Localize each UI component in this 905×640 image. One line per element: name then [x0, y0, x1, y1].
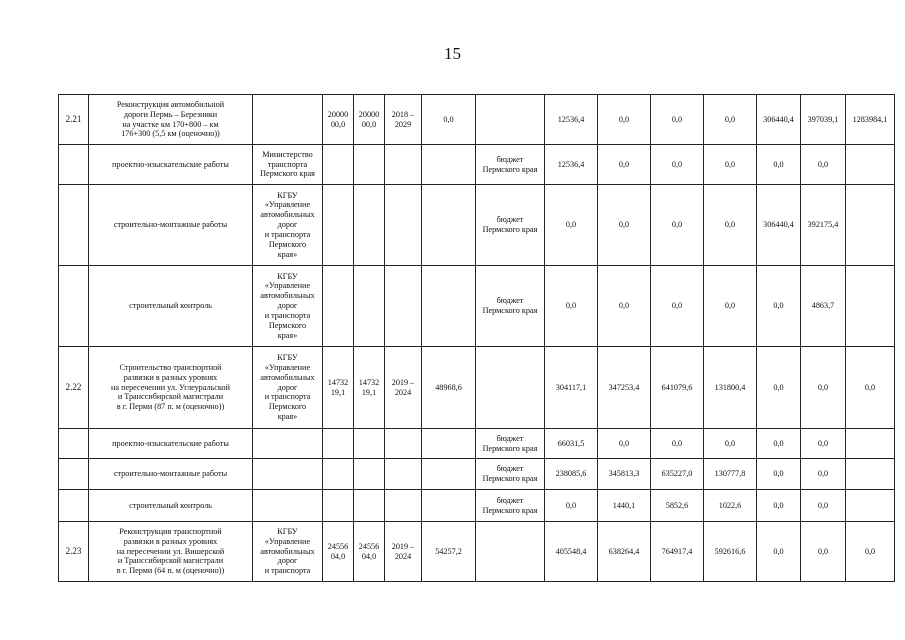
funding-source-cell: бюджет Пермского края — [476, 266, 545, 347]
item-name-cell: проектно-изыскательские работы — [89, 429, 253, 459]
cost-total-cell — [354, 490, 385, 522]
executor-cell: КГБУ «Управление автомобильных дорог и транспорта Пермского края» — [253, 347, 323, 429]
table-row — [59, 266, 895, 347]
year-value-cell: 131800,4 — [704, 347, 757, 429]
year-value-cell: 0,0 — [846, 347, 895, 429]
year-value-cell: 0,0 — [704, 95, 757, 145]
table-row — [59, 145, 895, 185]
year-value-cell: 0,0 — [846, 522, 895, 582]
year-value-cell: 0,0 — [757, 145, 801, 185]
cost-total-cell — [354, 185, 385, 266]
program-table — [58, 94, 895, 582]
cost-estimate-cell — [323, 266, 354, 347]
period-cell — [385, 145, 422, 185]
year-value-cell: 0,0 — [704, 185, 757, 266]
cost-total-cell — [354, 145, 385, 185]
year-value-cell: 638264,4 — [598, 522, 651, 582]
year-value-cell — [846, 266, 895, 347]
cost-estimate-cell — [323, 459, 354, 490]
year-value-cell: 0,0 — [651, 95, 704, 145]
year-value-cell: 306440,4 — [757, 95, 801, 145]
year-value-cell: 12536,4 — [545, 145, 598, 185]
executor-cell — [253, 490, 323, 522]
year-value-cell: 0,0 — [704, 266, 757, 347]
table-row — [59, 429, 895, 459]
funding-source-cell: бюджет Пермского края — [476, 429, 545, 459]
cost-estimate-cell — [323, 185, 354, 266]
funding-source-cell: бюджет Пермского края — [476, 490, 545, 522]
cost-estimate-cell: 20000 00,0 — [323, 95, 354, 145]
year-value-cell: 345813,3 — [598, 459, 651, 490]
year-value-cell: 0,0 — [545, 266, 598, 347]
cost-estimate-cell: 14732 19,1 — [323, 347, 354, 429]
cost-total-cell: 14732 19,1 — [354, 347, 385, 429]
year-value-cell: 0,0 — [801, 145, 846, 185]
cost-total-cell — [354, 429, 385, 459]
year-value-cell: 0,0 — [704, 145, 757, 185]
year-value-cell: 1440,1 — [598, 490, 651, 522]
spent-cell: 48968,6 — [422, 347, 476, 429]
cost-estimate-cell — [323, 490, 354, 522]
item-number-cell — [59, 490, 89, 522]
year-value-cell: 66031,5 — [545, 429, 598, 459]
spent-cell: 0,0 — [422, 95, 476, 145]
table-row — [59, 522, 895, 582]
year-value-cell: 0,0 — [598, 95, 651, 145]
spent-cell — [422, 266, 476, 347]
item-name-cell: проектно-изыскательские работы — [89, 145, 253, 185]
page-number: 15 — [444, 44, 461, 63]
year-value-cell: 0,0 — [651, 145, 704, 185]
year-value-cell — [846, 490, 895, 522]
cost-total-cell — [354, 459, 385, 490]
year-value-cell: 764917,4 — [651, 522, 704, 582]
funding-source-cell — [476, 95, 545, 145]
year-value-cell: 1283984,1 — [846, 95, 895, 145]
funding-source-cell: бюджет Пермского края — [476, 459, 545, 490]
year-value-cell: 5852,6 — [651, 490, 704, 522]
executor-cell — [253, 95, 323, 145]
table-row — [59, 95, 895, 145]
period-cell: 2019 – 2024 — [385, 522, 422, 582]
item-number-cell: 2.23 — [59, 522, 89, 582]
table-row — [59, 490, 895, 522]
spent-cell — [422, 145, 476, 185]
executor-cell — [253, 429, 323, 459]
year-value-cell: 12536,4 — [545, 95, 598, 145]
cost-total-cell — [354, 266, 385, 347]
year-value-cell: 0,0 — [801, 429, 846, 459]
year-value-cell: 0,0 — [651, 429, 704, 459]
spent-cell — [422, 459, 476, 490]
year-value-cell: 0,0 — [801, 347, 846, 429]
year-value-cell: 0,0 — [757, 429, 801, 459]
year-value-cell — [846, 185, 895, 266]
year-value-cell: 0,0 — [704, 429, 757, 459]
spent-cell — [422, 490, 476, 522]
funding-source-cell: бюджет Пермского края — [476, 145, 545, 185]
year-value-cell: 392175,4 — [801, 185, 846, 266]
year-value-cell: 0,0 — [598, 145, 651, 185]
year-value-cell: 592616,6 — [704, 522, 757, 582]
year-value-cell: 238085,6 — [545, 459, 598, 490]
year-value-cell: 0,0 — [598, 185, 651, 266]
period-cell: 2019 – 2024 — [385, 347, 422, 429]
year-value-cell: 0,0 — [651, 185, 704, 266]
item-number-cell — [59, 185, 89, 266]
item-number-cell — [59, 429, 89, 459]
year-value-cell: 405548,4 — [545, 522, 598, 582]
period-cell: 2018 – 2029 — [385, 95, 422, 145]
item-number-cell: 2.21 — [59, 95, 89, 145]
item-name-cell: Строительство транспортной развязки в разных уровнях на пересечении ул. Углеуральской и Транссибирской магистрали в г. Перми (87 п. м (оценочно)) — [89, 347, 253, 429]
year-value-cell: 306440,4 — [757, 185, 801, 266]
year-value-cell — [846, 429, 895, 459]
funding-source-cell — [476, 347, 545, 429]
item-number-cell: 2.22 — [59, 347, 89, 429]
item-number-cell — [59, 266, 89, 347]
year-value-cell: 0,0 — [757, 522, 801, 582]
year-value-cell: 304117,1 — [545, 347, 598, 429]
table-row — [59, 185, 895, 266]
table-body — [59, 95, 895, 582]
year-value-cell: 0,0 — [757, 347, 801, 429]
year-value-cell: 0,0 — [651, 266, 704, 347]
cost-estimate-cell — [323, 429, 354, 459]
year-value-cell: 0,0 — [757, 459, 801, 490]
executor-cell — [253, 459, 323, 490]
year-value-cell: 641079,6 — [651, 347, 704, 429]
year-value-cell: 635227,0 — [651, 459, 704, 490]
year-value-cell: 0,0 — [598, 266, 651, 347]
period-cell — [385, 429, 422, 459]
item-number-cell — [59, 145, 89, 185]
executor-cell: КГБУ «Управление автомобильных дорог и транспорта Пермского края» — [253, 185, 323, 266]
year-value-cell: 0,0 — [801, 459, 846, 490]
year-value-cell: 0,0 — [545, 490, 598, 522]
year-value-cell: 347253,4 — [598, 347, 651, 429]
cost-total-cell: 20000 00,0 — [354, 95, 385, 145]
year-value-cell: 4863,7 — [801, 266, 846, 347]
year-value-cell — [846, 459, 895, 490]
year-value-cell: 130777,8 — [704, 459, 757, 490]
executor-cell: КГБУ «Управление автомобильных дорог и транспорта — [253, 522, 323, 582]
year-value-cell: 0,0 — [598, 429, 651, 459]
funding-source-cell: бюджет Пермского края — [476, 185, 545, 266]
executor-cell: КГБУ «Управление автомобильных дорог и транспорта Пермского края» — [253, 266, 323, 347]
period-cell — [385, 266, 422, 347]
period-cell — [385, 185, 422, 266]
year-value-cell: 0,0 — [757, 490, 801, 522]
item-name-cell: Реконструкция автомобильной дороги Пермь – Березники на участке км 170+800 – км 176+300 (5,5 км (оценочно)) — [89, 95, 253, 145]
period-cell — [385, 459, 422, 490]
cost-estimate-cell: 24556 04,0 — [323, 522, 354, 582]
year-value-cell: 1022,6 — [704, 490, 757, 522]
item-name-cell: строительно-монтажные работы — [89, 459, 253, 490]
item-name-cell: строительно-монтажные работы — [89, 185, 253, 266]
executor-cell: Министерство транспорта Пермского края — [253, 145, 323, 185]
spent-cell: 54257,2 — [422, 522, 476, 582]
funding-source-cell — [476, 522, 545, 582]
table-row — [59, 347, 895, 429]
spent-cell — [422, 185, 476, 266]
table-row — [59, 459, 895, 490]
year-value-cell: 0,0 — [801, 522, 846, 582]
cost-total-cell: 24556 04,0 — [354, 522, 385, 582]
year-value-cell: 0,0 — [545, 185, 598, 266]
period-cell — [385, 490, 422, 522]
year-value-cell: 0,0 — [801, 490, 846, 522]
item-number-cell — [59, 459, 89, 490]
item-name-cell: Реконструкция транспортной развязки в разных уровнях на пересечении ул. Вишерской и Транссибирской магистрали в г. Перми (64 п. м (оценочно)) — [89, 522, 253, 582]
year-value-cell: 0,0 — [757, 266, 801, 347]
cost-estimate-cell — [323, 145, 354, 185]
spent-cell — [422, 429, 476, 459]
year-value-cell: 397039,1 — [801, 95, 846, 145]
item-name-cell: строительный контроль — [89, 490, 253, 522]
year-value-cell — [846, 145, 895, 185]
item-name-cell: строительный контроль — [89, 266, 253, 347]
